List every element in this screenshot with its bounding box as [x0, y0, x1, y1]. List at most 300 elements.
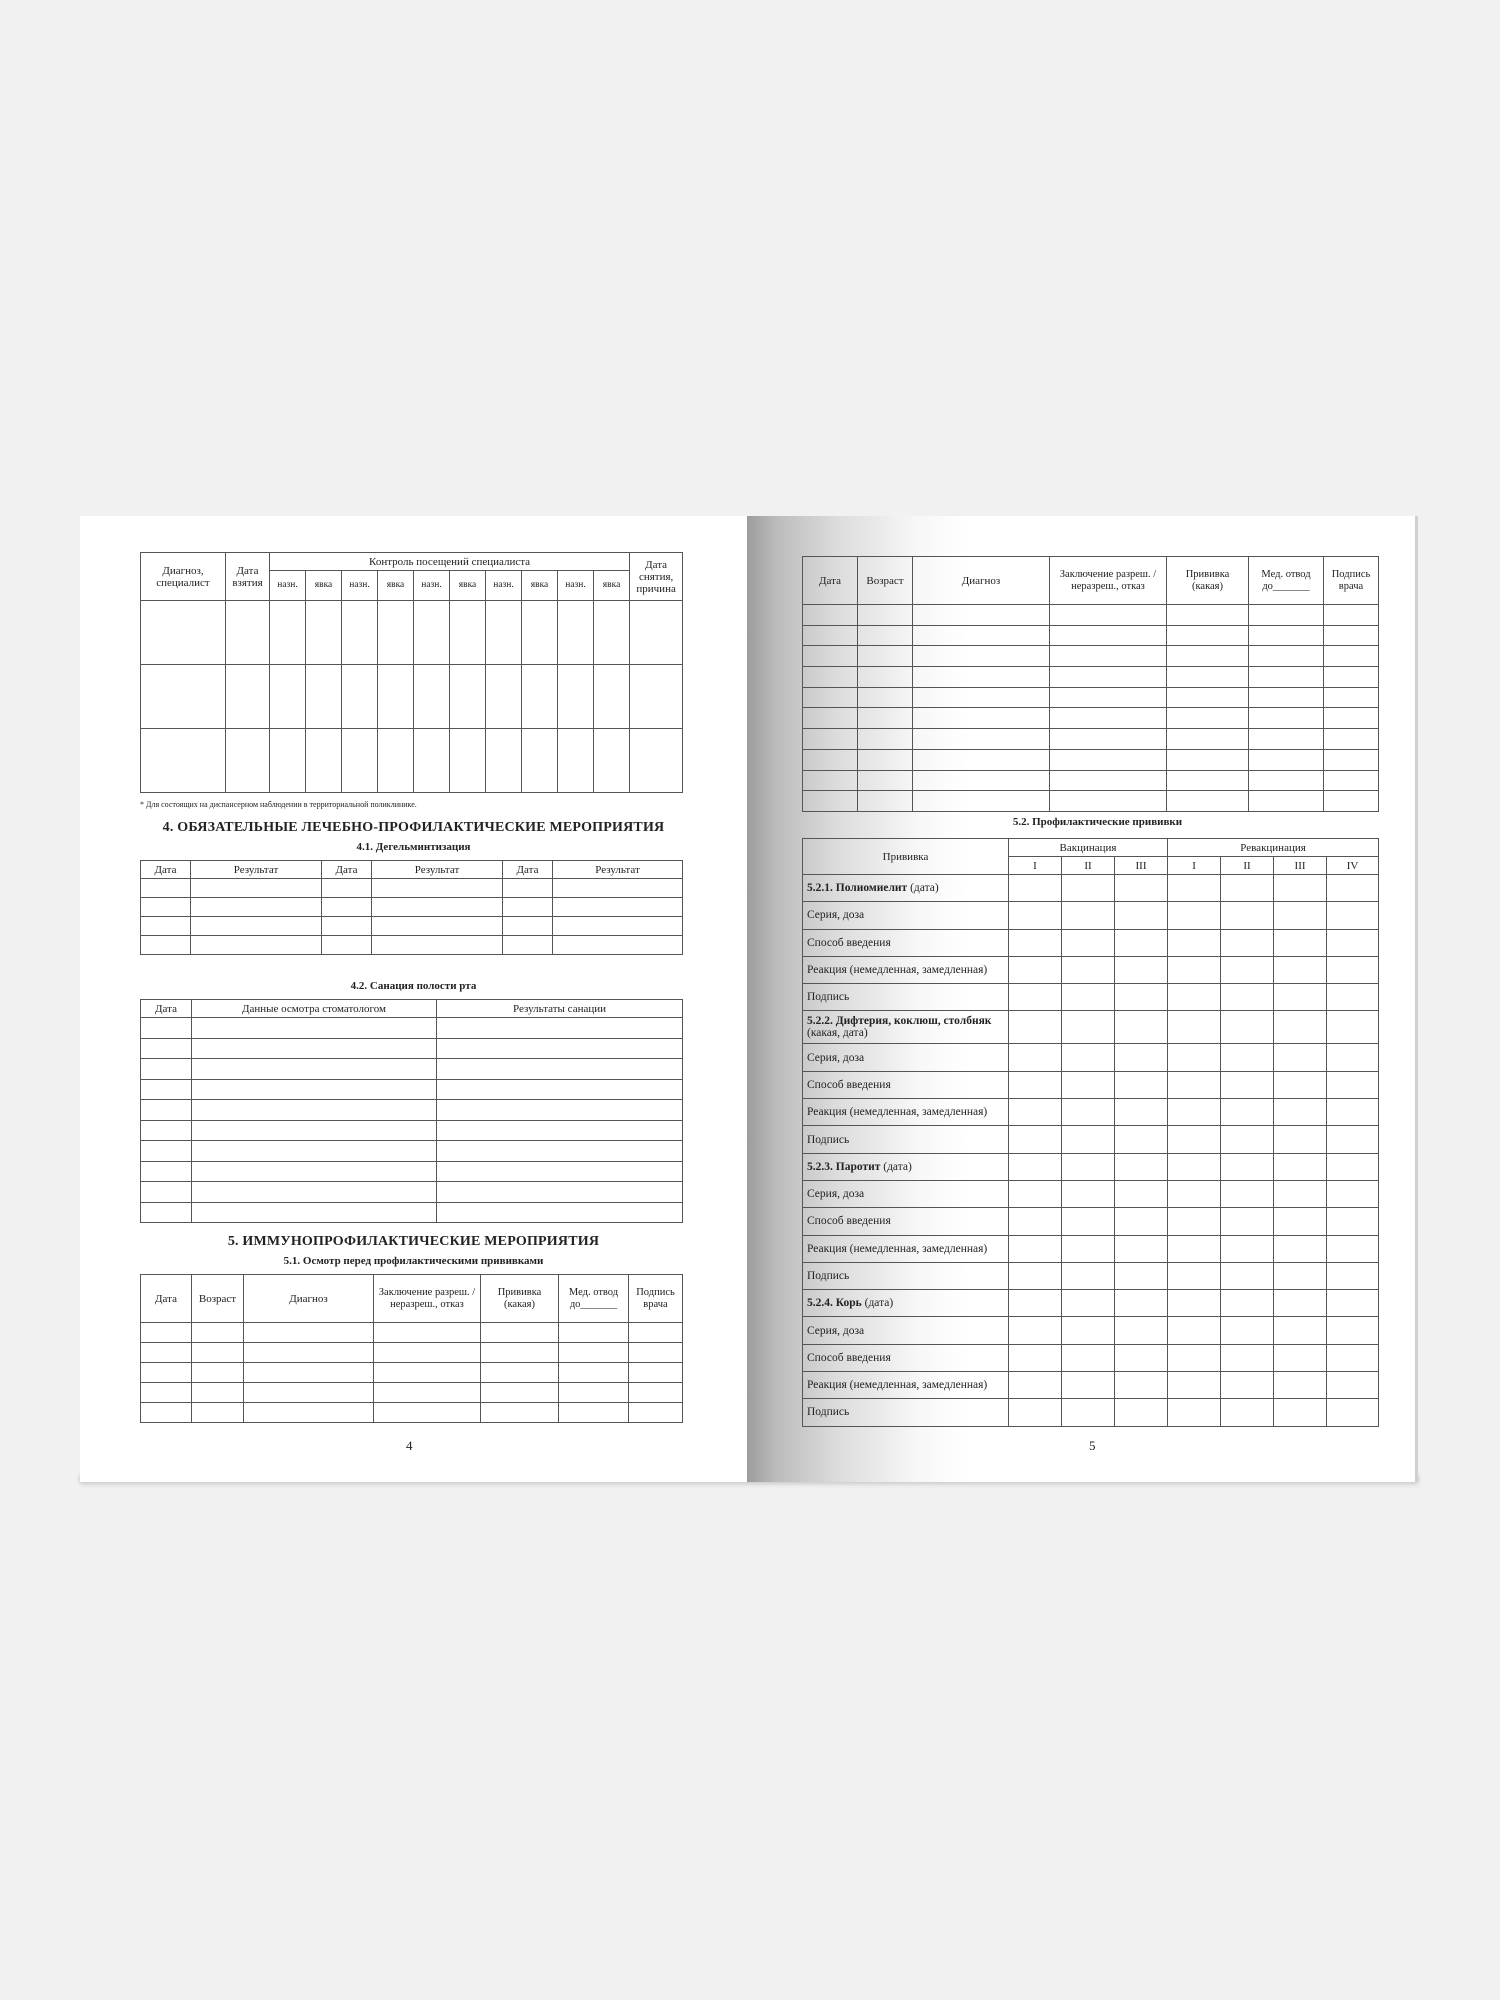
table-cell[interactable]: [141, 1120, 192, 1141]
table-cell[interactable]: [913, 646, 1050, 667]
table-cell[interactable]: [192, 1079, 437, 1100]
table-cell[interactable]: [594, 601, 630, 665]
table-cell[interactable]: [1167, 749, 1249, 770]
table-cell[interactable]: [1221, 956, 1274, 983]
table-cell[interactable]: [1327, 1372, 1379, 1399]
table-cell[interactable]: [141, 665, 226, 729]
table-cell[interactable]: [1009, 1372, 1062, 1399]
table-cell[interactable]: [1062, 1071, 1115, 1098]
table-cell[interactable]: [1327, 1235, 1379, 1262]
table-cell[interactable]: [191, 917, 322, 936]
table-cell[interactable]: [558, 665, 594, 729]
table-cell[interactable]: [1324, 708, 1379, 729]
table-cell[interactable]: [1168, 984, 1221, 1011]
table-cell[interactable]: [486, 665, 522, 729]
table-cell[interactable]: [192, 1018, 437, 1039]
table-cell[interactable]: [372, 898, 503, 917]
table-cell[interactable]: [913, 625, 1050, 646]
table-cell[interactable]: [1168, 1071, 1221, 1098]
table-cell[interactable]: [1168, 929, 1221, 956]
table-cell[interactable]: [803, 770, 858, 791]
table-cell[interactable]: [558, 601, 594, 665]
table-cell[interactable]: [1274, 1011, 1327, 1044]
table-cell[interactable]: [1009, 1044, 1062, 1071]
table-cell[interactable]: [141, 936, 191, 955]
table-cell[interactable]: [1062, 1208, 1115, 1235]
table-cell[interactable]: [803, 646, 858, 667]
table-cell[interactable]: [342, 729, 378, 793]
table-cell[interactable]: [1327, 1099, 1379, 1126]
table-cell[interactable]: [1274, 1317, 1327, 1344]
table-cell[interactable]: [192, 1100, 437, 1121]
table-cell[interactable]: [1168, 1235, 1221, 1262]
table-cell[interactable]: [1327, 1344, 1379, 1371]
table-cell[interactable]: [1327, 1044, 1379, 1071]
table-cell[interactable]: [141, 898, 191, 917]
table-cell[interactable]: [1009, 1399, 1062, 1426]
table-cell[interactable]: [322, 898, 372, 917]
table-cell[interactable]: [913, 687, 1050, 708]
table-cell[interactable]: [141, 1141, 192, 1162]
table-cell[interactable]: [858, 708, 913, 729]
table-cell[interactable]: [1249, 791, 1324, 812]
table-cell[interactable]: [1168, 1399, 1221, 1426]
table-cell[interactable]: [1249, 770, 1324, 791]
table-cell[interactable]: [1327, 984, 1379, 1011]
table-cell[interactable]: [1062, 1011, 1115, 1044]
table-cell[interactable]: [558, 729, 594, 793]
table-cell[interactable]: [1274, 1208, 1327, 1235]
table-cell[interactable]: [1327, 875, 1379, 902]
table-cell[interactable]: [244, 1383, 374, 1403]
table-cell[interactable]: [1274, 1262, 1327, 1289]
table-cell[interactable]: [1062, 1180, 1115, 1207]
table-cell[interactable]: [450, 729, 486, 793]
table-cell[interactable]: [1009, 1011, 1062, 1044]
table-cell[interactable]: [141, 1100, 192, 1121]
table-cell[interactable]: [1050, 646, 1167, 667]
table-cell[interactable]: [503, 917, 553, 936]
table-cell[interactable]: [1327, 956, 1379, 983]
table-cell[interactable]: [913, 749, 1050, 770]
table-cell[interactable]: [629, 1363, 683, 1383]
table-cell[interactable]: [1115, 1290, 1168, 1317]
table-cell[interactable]: [1062, 1290, 1115, 1317]
table-cell[interactable]: [1327, 1208, 1379, 1235]
table-cell[interactable]: [1062, 984, 1115, 1011]
table-cell[interactable]: [630, 665, 683, 729]
table-cell[interactable]: [226, 601, 270, 665]
table-cell[interactable]: [270, 665, 306, 729]
table-cell[interactable]: [1062, 1153, 1115, 1180]
table-cell[interactable]: [629, 1323, 683, 1343]
table-cell[interactable]: [1274, 1071, 1327, 1098]
table-cell[interactable]: [553, 936, 683, 955]
table-cell[interactable]: [1062, 1044, 1115, 1071]
table-cell[interactable]: [1168, 1044, 1221, 1071]
table-cell[interactable]: [1115, 1011, 1168, 1044]
table-cell[interactable]: [1327, 1011, 1379, 1044]
table-cell[interactable]: [192, 1182, 437, 1203]
table-cell[interactable]: [244, 1323, 374, 1343]
table-cell[interactable]: [481, 1383, 559, 1403]
table-cell[interactable]: [858, 791, 913, 812]
table-cell[interactable]: [141, 1161, 192, 1182]
table-cell[interactable]: [1115, 1208, 1168, 1235]
table-cell[interactable]: [1050, 708, 1167, 729]
table-cell[interactable]: [559, 1383, 629, 1403]
table-cell[interactable]: [1168, 1290, 1221, 1317]
table-cell[interactable]: [1168, 902, 1221, 929]
table-cell[interactable]: [1115, 1262, 1168, 1289]
table-cell[interactable]: [630, 729, 683, 793]
table-cell[interactable]: [1249, 646, 1324, 667]
table-cell[interactable]: [374, 1323, 481, 1343]
table-cell[interactable]: [1167, 791, 1249, 812]
table-cell[interactable]: [1274, 1099, 1327, 1126]
table-cell[interactable]: [1168, 1344, 1221, 1371]
table-cell[interactable]: [192, 1343, 244, 1363]
table-cell[interactable]: [1324, 625, 1379, 646]
table-cell[interactable]: [1168, 1126, 1221, 1153]
table-cell[interactable]: [1221, 875, 1274, 902]
table-cell[interactable]: [437, 1100, 683, 1121]
table-cell[interactable]: [913, 729, 1050, 750]
table-cell[interactable]: [1050, 625, 1167, 646]
table-cell[interactable]: [1062, 1262, 1115, 1289]
table-cell[interactable]: [1050, 729, 1167, 750]
table-cell[interactable]: [1168, 1317, 1221, 1344]
table-cell[interactable]: [191, 879, 322, 898]
table-cell[interactable]: [244, 1363, 374, 1383]
table-cell[interactable]: [522, 665, 558, 729]
table-cell[interactable]: [858, 749, 913, 770]
table-cell[interactable]: [1324, 791, 1379, 812]
table-cell[interactable]: [1327, 1126, 1379, 1153]
table-cell[interactable]: [1115, 1099, 1168, 1126]
table-cell[interactable]: [270, 601, 306, 665]
table-cell[interactable]: [1050, 791, 1167, 812]
table-cell[interactable]: [1221, 1317, 1274, 1344]
table-cell[interactable]: [1274, 1126, 1327, 1153]
table-cell[interactable]: [141, 1403, 192, 1423]
table-cell[interactable]: [1221, 1153, 1274, 1180]
table-cell[interactable]: [1115, 1317, 1168, 1344]
table-cell[interactable]: [1221, 1290, 1274, 1317]
table-cell[interactable]: [414, 665, 450, 729]
table-cell[interactable]: [1115, 1126, 1168, 1153]
table-cell[interactable]: [322, 879, 372, 898]
table-cell[interactable]: [858, 646, 913, 667]
table-cell[interactable]: [437, 1038, 683, 1059]
table-cell[interactable]: [1221, 1011, 1274, 1044]
table-cell[interactable]: [1327, 1071, 1379, 1098]
table-cell[interactable]: [481, 1403, 559, 1423]
table-cell[interactable]: [1327, 1399, 1379, 1426]
table-cell[interactable]: [1324, 749, 1379, 770]
table-cell[interactable]: [553, 917, 683, 936]
table-cell[interactable]: [342, 665, 378, 729]
table-cell[interactable]: [1009, 902, 1062, 929]
table-cell[interactable]: [629, 1343, 683, 1363]
table-cell[interactable]: [858, 687, 913, 708]
table-cell[interactable]: [803, 729, 858, 750]
table-cell[interactable]: [226, 729, 270, 793]
table-cell[interactable]: [1221, 1235, 1274, 1262]
table-cell[interactable]: [1274, 1044, 1327, 1071]
table-cell[interactable]: [374, 1343, 481, 1363]
table-cell[interactable]: [1274, 1290, 1327, 1317]
table-cell[interactable]: [1009, 1290, 1062, 1317]
table-cell[interactable]: [1115, 1344, 1168, 1371]
table-cell[interactable]: [414, 729, 450, 793]
table-cell[interactable]: [1050, 687, 1167, 708]
table-cell[interactable]: [1167, 770, 1249, 791]
table-cell[interactable]: [858, 770, 913, 791]
table-cell[interactable]: [594, 665, 630, 729]
table-cell[interactable]: [913, 708, 1050, 729]
table-cell[interactable]: [1221, 902, 1274, 929]
table-cell[interactable]: [1115, 1235, 1168, 1262]
table-cell[interactable]: [553, 898, 683, 917]
table-cell[interactable]: [141, 1383, 192, 1403]
table-cell[interactable]: [1249, 687, 1324, 708]
table-cell[interactable]: [503, 879, 553, 898]
table-cell[interactable]: [1167, 667, 1249, 688]
table-cell[interactable]: [803, 605, 858, 626]
table-cell[interactable]: [559, 1363, 629, 1383]
table-cell[interactable]: [1327, 929, 1379, 956]
table-cell[interactable]: [486, 601, 522, 665]
table-cell[interactable]: [1115, 1044, 1168, 1071]
table-cell[interactable]: [858, 667, 913, 688]
table-cell[interactable]: [1050, 667, 1167, 688]
table-cell[interactable]: [1167, 646, 1249, 667]
table-cell[interactable]: [437, 1120, 683, 1141]
table-cell[interactable]: [1249, 605, 1324, 626]
table-cell[interactable]: [559, 1403, 629, 1423]
table-cell[interactable]: [1274, 1399, 1327, 1426]
table-cell[interactable]: [192, 1202, 437, 1223]
table-cell[interactable]: [141, 879, 191, 898]
table-cell[interactable]: [1009, 1180, 1062, 1207]
table-cell[interactable]: [481, 1323, 559, 1343]
table-cell[interactable]: [141, 917, 191, 936]
table-cell[interactable]: [192, 1161, 437, 1182]
table-cell[interactable]: [803, 791, 858, 812]
table-cell[interactable]: [270, 729, 306, 793]
table-cell[interactable]: [1274, 1153, 1327, 1180]
table-cell[interactable]: [481, 1343, 559, 1363]
table-cell[interactable]: [1274, 902, 1327, 929]
table-cell[interactable]: [1009, 1153, 1062, 1180]
table-cell[interactable]: [378, 665, 414, 729]
table-cell[interactable]: [1115, 902, 1168, 929]
table-cell[interactable]: [858, 625, 913, 646]
table-cell[interactable]: [437, 1079, 683, 1100]
table-cell[interactable]: [437, 1141, 683, 1162]
table-cell[interactable]: [1249, 708, 1324, 729]
table-cell[interactable]: [1327, 1262, 1379, 1289]
table-cell[interactable]: [141, 1079, 192, 1100]
table-cell[interactable]: [1167, 708, 1249, 729]
table-cell[interactable]: [192, 1323, 244, 1343]
table-cell[interactable]: [192, 1038, 437, 1059]
table-cell[interactable]: [374, 1383, 481, 1403]
table-cell[interactable]: [1274, 929, 1327, 956]
table-cell[interactable]: [1274, 1344, 1327, 1371]
table-cell[interactable]: [1249, 625, 1324, 646]
table-cell[interactable]: [1221, 1044, 1274, 1071]
table-cell[interactable]: [1009, 929, 1062, 956]
table-cell[interactable]: [306, 601, 342, 665]
table-cell[interactable]: [141, 1363, 192, 1383]
table-cell[interactable]: [803, 667, 858, 688]
table-cell[interactable]: [141, 1202, 192, 1223]
table-cell[interactable]: [1009, 984, 1062, 1011]
table-cell[interactable]: [414, 601, 450, 665]
table-cell[interactable]: [437, 1161, 683, 1182]
table-cell[interactable]: [1009, 1344, 1062, 1371]
table-cell[interactable]: [141, 1018, 192, 1039]
table-cell[interactable]: [192, 1141, 437, 1162]
table-cell[interactable]: [192, 1383, 244, 1403]
table-cell[interactable]: [1221, 984, 1274, 1011]
table-cell[interactable]: [1009, 1317, 1062, 1344]
table-cell[interactable]: [803, 708, 858, 729]
table-cell[interactable]: [450, 601, 486, 665]
table-cell[interactable]: [522, 601, 558, 665]
table-cell[interactable]: [803, 687, 858, 708]
table-cell[interactable]: [1324, 687, 1379, 708]
table-cell[interactable]: [1221, 1208, 1274, 1235]
table-cell[interactable]: [1221, 929, 1274, 956]
table-cell[interactable]: [306, 665, 342, 729]
table-cell[interactable]: [1327, 902, 1379, 929]
table-cell[interactable]: [372, 879, 503, 898]
table-cell[interactable]: [1274, 1180, 1327, 1207]
table-cell[interactable]: [322, 936, 372, 955]
table-cell[interactable]: [192, 1363, 244, 1383]
table-cell[interactable]: [192, 1059, 437, 1080]
table-cell[interactable]: [1115, 875, 1168, 902]
table-cell[interactable]: [1167, 687, 1249, 708]
table-cell[interactable]: [1221, 1126, 1274, 1153]
table-cell[interactable]: [1009, 956, 1062, 983]
table-cell[interactable]: [1115, 956, 1168, 983]
table-cell[interactable]: [437, 1018, 683, 1039]
table-cell[interactable]: [141, 1343, 192, 1363]
table-cell[interactable]: [1221, 1372, 1274, 1399]
table-cell[interactable]: [913, 770, 1050, 791]
table-cell[interactable]: [141, 1059, 192, 1080]
table-cell[interactable]: [191, 898, 322, 917]
table-cell[interactable]: [1167, 729, 1249, 750]
table-cell[interactable]: [559, 1323, 629, 1343]
table-cell[interactable]: [141, 1038, 192, 1059]
table-cell[interactable]: [1249, 729, 1324, 750]
table-cell[interactable]: [913, 667, 1050, 688]
table-cell[interactable]: [1168, 1372, 1221, 1399]
table-cell[interactable]: [1062, 1344, 1115, 1371]
table-cell[interactable]: [1062, 875, 1115, 902]
table-cell[interactable]: [553, 879, 683, 898]
table-cell[interactable]: [1050, 770, 1167, 791]
table-cell[interactable]: [374, 1363, 481, 1383]
table-cell[interactable]: [1050, 749, 1167, 770]
table-cell[interactable]: [1168, 1153, 1221, 1180]
table-cell[interactable]: [913, 791, 1050, 812]
table-cell[interactable]: [141, 1182, 192, 1203]
table-cell[interactable]: [1274, 984, 1327, 1011]
table-cell[interactable]: [226, 665, 270, 729]
table-cell[interactable]: [1009, 1208, 1062, 1235]
table-cell[interactable]: [629, 1403, 683, 1423]
table-cell[interactable]: [1327, 1317, 1379, 1344]
table-cell[interactable]: [372, 917, 503, 936]
table-cell[interactable]: [1062, 902, 1115, 929]
table-cell[interactable]: [1324, 667, 1379, 688]
table-cell[interactable]: [503, 898, 553, 917]
table-cell[interactable]: [481, 1363, 559, 1383]
table-cell[interactable]: [803, 749, 858, 770]
table-cell[interactable]: [1115, 1153, 1168, 1180]
table-cell[interactable]: [1062, 1126, 1115, 1153]
table-cell[interactable]: [378, 601, 414, 665]
table-cell[interactable]: [1062, 1372, 1115, 1399]
table-cell[interactable]: [1221, 1099, 1274, 1126]
table-cell[interactable]: [1062, 1317, 1115, 1344]
table-cell[interactable]: [1274, 1372, 1327, 1399]
table-cell[interactable]: [191, 936, 322, 955]
table-cell[interactable]: [1324, 646, 1379, 667]
table-cell[interactable]: [1274, 875, 1327, 902]
table-cell[interactable]: [1009, 1126, 1062, 1153]
table-cell[interactable]: [437, 1059, 683, 1080]
table-cell[interactable]: [1168, 1099, 1221, 1126]
table-cell[interactable]: [192, 1403, 244, 1423]
table-cell[interactable]: [1009, 875, 1062, 902]
table-cell[interactable]: [1168, 1262, 1221, 1289]
table-cell[interactable]: [1274, 956, 1327, 983]
table-cell[interactable]: [858, 605, 913, 626]
table-cell[interactable]: [378, 729, 414, 793]
table-cell[interactable]: [913, 605, 1050, 626]
table-cell[interactable]: [1249, 667, 1324, 688]
table-cell[interactable]: [1009, 1099, 1062, 1126]
table-cell[interactable]: [244, 1343, 374, 1363]
table-cell[interactable]: [522, 729, 558, 793]
table-cell[interactable]: [1009, 1071, 1062, 1098]
table-cell[interactable]: [1115, 984, 1168, 1011]
table-cell[interactable]: [1062, 1235, 1115, 1262]
table-cell[interactable]: [1168, 875, 1221, 902]
table-cell[interactable]: [1168, 956, 1221, 983]
table-cell[interactable]: [1221, 1071, 1274, 1098]
table-cell[interactable]: [244, 1403, 374, 1423]
table-cell[interactable]: [192, 1120, 437, 1141]
table-cell[interactable]: [1221, 1262, 1274, 1289]
table-cell[interactable]: [1249, 749, 1324, 770]
table-cell[interactable]: [503, 936, 553, 955]
table-cell[interactable]: [1221, 1399, 1274, 1426]
table-cell[interactable]: [306, 729, 342, 793]
table-cell[interactable]: [437, 1182, 683, 1203]
table-cell[interactable]: [437, 1202, 683, 1223]
table-cell[interactable]: [1062, 956, 1115, 983]
table-cell[interactable]: [1115, 929, 1168, 956]
table-cell[interactable]: [629, 1383, 683, 1403]
